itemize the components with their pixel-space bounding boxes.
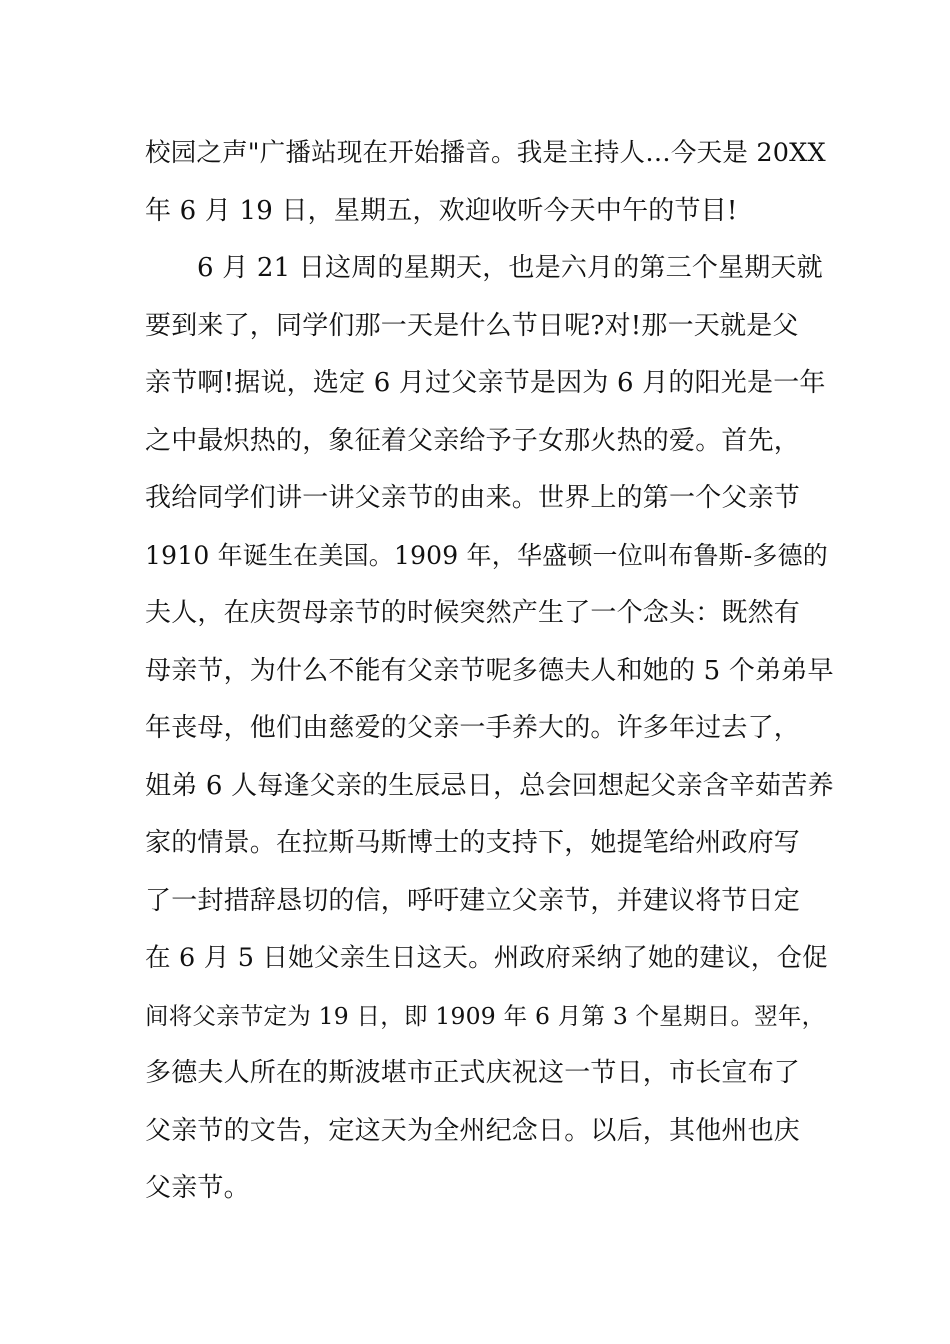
text-line: 年丧母，他们由慈爱的父亲一手养大的。许多年过去了， bbox=[145, 713, 801, 743]
paragraph-start-line: 6 月 21 日这周的星期天，也是六月的第三个星期天就 bbox=[197, 253, 823, 283]
text-line: 1910 年诞生在美国。1909 年，华盛顿一位叫布鲁斯-多德的 bbox=[145, 540, 828, 570]
text-line: 我给同学们讲一讲父亲节的由来。世界上的第一个父亲节 bbox=[145, 483, 801, 513]
text-line: 父亲节的文告，定这天为全州纪念日。以后，其他州也庆 bbox=[145, 1115, 801, 1146]
text-line: 父亲节。 bbox=[145, 1173, 250, 1203]
text-line: 校园之声"广播站现在开始播音。我是主持人…今天是 20XX bbox=[145, 138, 826, 168]
body-text bbox=[145, 130, 835, 1223]
text-line: 姐弟 6 人每逢父亲的生辰忌日，总会回想起父亲含辛茹苦养 bbox=[145, 770, 834, 801]
text-line: 在 6 月 5 日她父亲生日这天。州政府采纳了她的建议，仓促 bbox=[145, 943, 828, 973]
text-line: 家的情景。在拉斯马斯博士的支持下，她提笔给州政府写 bbox=[145, 828, 801, 858]
text-line: 间将父亲节定为 19 日，即 1909 年 6 月第 3 个星期日。翌年， bbox=[145, 1001, 826, 1030]
text-line: 年 6 月 19 日，星期五，欢迎收听今天中午的节目! bbox=[145, 195, 738, 226]
text-line: 亲节啊!据说，选定 6 月过父亲节是因为 6 月的阳光是一年 bbox=[145, 368, 826, 398]
text-line: 多德夫人所在的斯波堪市正式庆祝这一节日，市长宣布了 bbox=[145, 1058, 801, 1088]
text-line: 夫人，在庆贺母亲节的时候突然产生了一个念头：既然有 bbox=[145, 598, 801, 628]
text-line: 之中最炽热的，象征着父亲给予子女那火热的爱。首先， bbox=[145, 425, 801, 456]
text-line: 母亲节，为什么不能有父亲节呢多德夫人和她的 5 个弟弟早 bbox=[145, 655, 834, 686]
text-line: 要到来了，同学们那一天是什么节日呢?对!那一天就是父 bbox=[145, 310, 799, 341]
text-line: 了一封措辞恳切的信，呼吁建立父亲节，并建议将节日定 bbox=[145, 885, 801, 916]
